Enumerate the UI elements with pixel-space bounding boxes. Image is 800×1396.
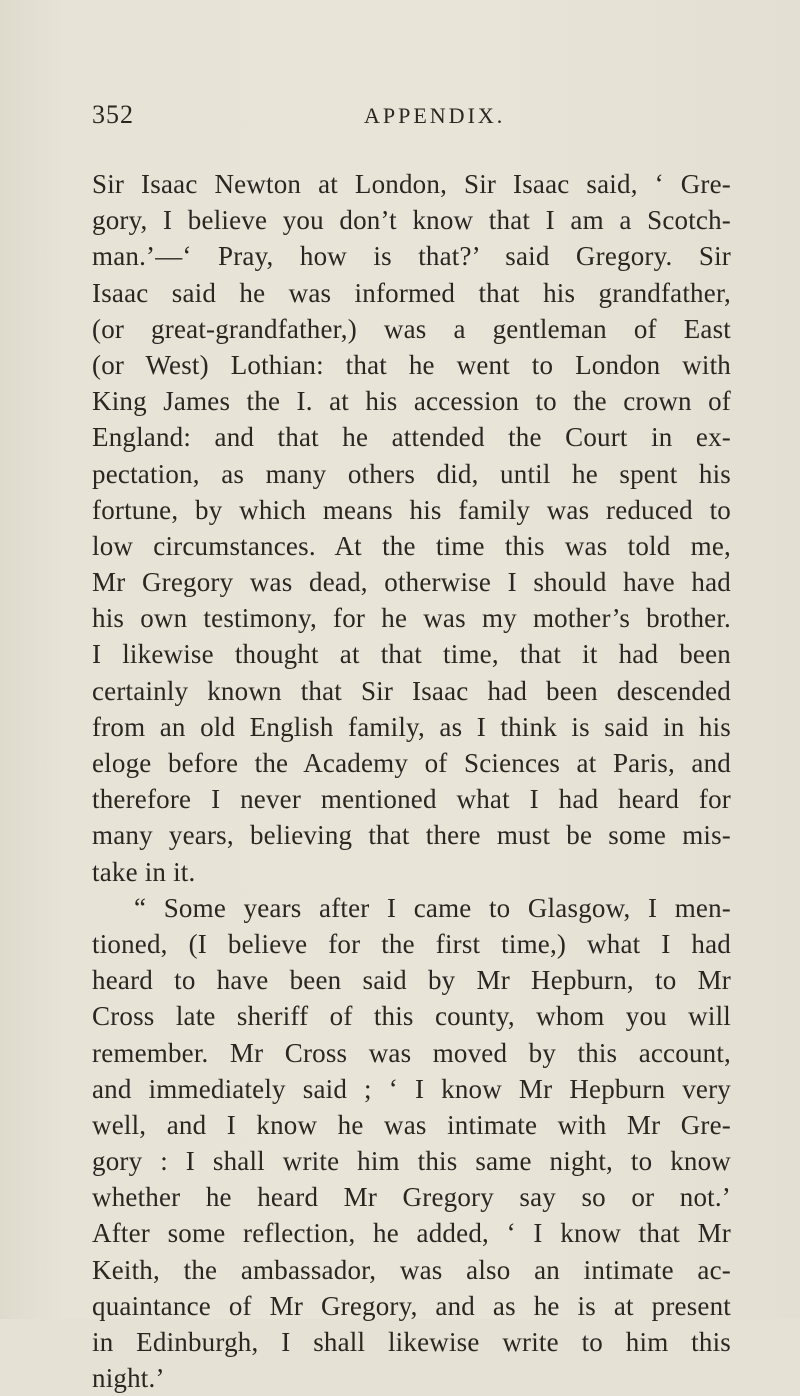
page-number: 352 xyxy=(92,100,134,129)
text-line: his own testimony, for he was my mother’s brother. xyxy=(92,603,731,634)
text-line: well, and I know he was intimate with Mr Gre- xyxy=(92,1109,731,1140)
text-line: tioned, (I believe for the first time,) what I had xyxy=(92,928,731,959)
text-line: “ Some years after I came to Glasgow, I men- xyxy=(134,892,731,923)
text-line: many years, believing that there must be some mis- xyxy=(92,820,731,851)
text-line: low circumstances. At the time this was told me, xyxy=(92,530,731,561)
text-line: heard to have been said by Mr Hepburn, to Mr xyxy=(92,965,731,996)
text-line: and immediately said ; ‘ I know Mr Hepburn very xyxy=(92,1073,731,1104)
text-line: man.’—‘ Pray, how is that?’ said Gregory. Sir xyxy=(92,241,731,272)
text-line: whether he heard Mr Gregory say so or not.’ xyxy=(92,1182,731,1213)
text-line: I likewise thought at that time, that it had been xyxy=(92,639,731,670)
text-line: eloge before the Academy of Sciences at Paris, and xyxy=(92,748,731,778)
running-head: APPENDIX. xyxy=(364,103,506,128)
body-text xyxy=(92,166,731,1396)
page-header xyxy=(92,100,732,140)
text-line: remember. Mr Cross was moved by this account, xyxy=(92,1037,731,1068)
text-line: quaintance of Mr Gregory, and as he is at present xyxy=(92,1290,731,1321)
text-line: pectation, as many others did, until he spent his xyxy=(92,458,731,489)
text-line: take in it. xyxy=(92,856,196,887)
text-line: Isaac said he was informed that his grandfather, xyxy=(92,277,731,308)
text-line: certainly known that Sir Isaac had been descended xyxy=(92,675,731,706)
text-line: (or great-grandfather,) was a gentleman of East xyxy=(92,313,731,344)
text-line: Mr Gregory was dead, otherwise I should have had xyxy=(92,567,731,598)
text-line: Sir Isaac Newton at London, Sir Isaac said, ‘ Gre- xyxy=(92,169,731,199)
text-line: England: and that he attended the Court in ex- xyxy=(92,422,731,453)
text-line: in Edinburgh, I shall likewise write to him this xyxy=(92,1327,731,1357)
text-line: King James the I. at his accession to the crown of xyxy=(92,386,731,417)
text-line: After some reflection, he added, ‘ I know that Mr xyxy=(92,1218,731,1249)
text-line: fortune, by which means his family was reduced to xyxy=(92,494,731,525)
text-line: gory, I believe you don’t know that I am a Scotch- xyxy=(92,205,731,236)
text-line: Keith, the ambassador, was also an intimate ac- xyxy=(92,1254,731,1285)
text-line: gory : I shall write him this same night, to know xyxy=(92,1146,731,1177)
text-line: Cross late sheriff of this county, whom you will xyxy=(92,1001,731,1032)
text-line: night.’ xyxy=(92,1363,165,1394)
text-line: from an old English family, as I think is said in his xyxy=(92,711,731,742)
text-line: (or West) Lothian: that he went to London with xyxy=(92,349,731,380)
text-line: therefore I never mentioned what I had heard for xyxy=(92,784,731,815)
